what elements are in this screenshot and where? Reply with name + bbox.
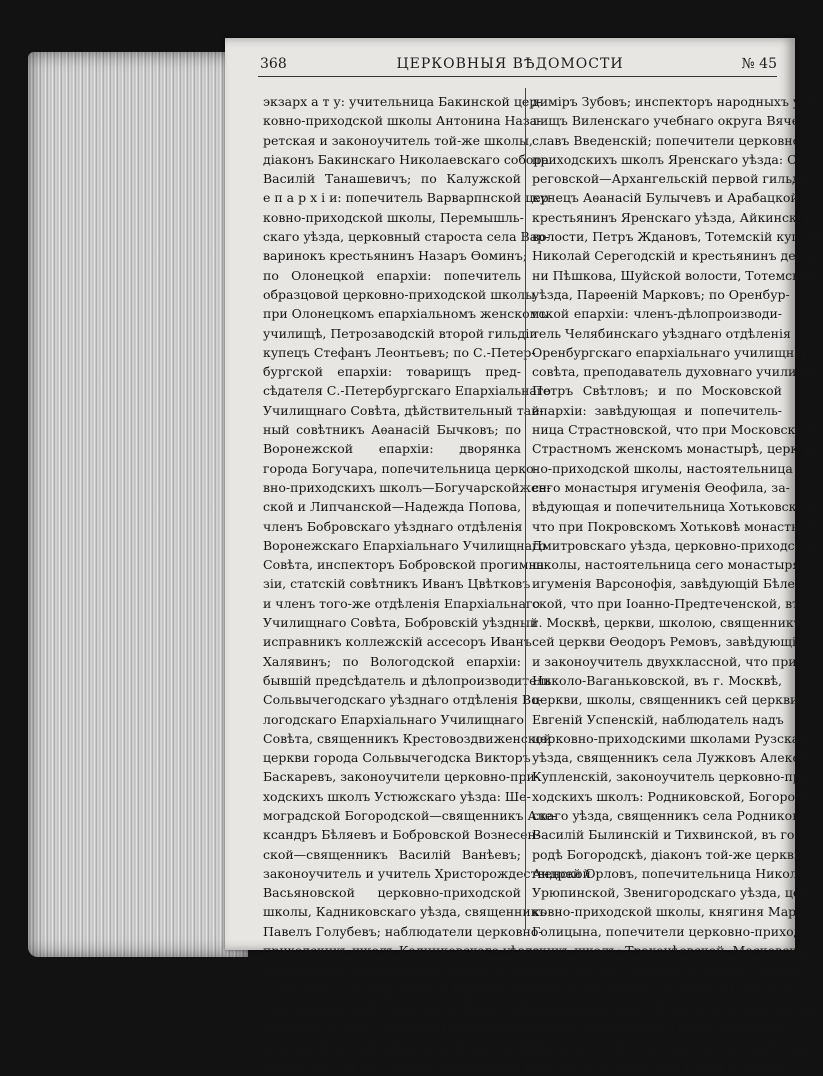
- text-line: варинокъ крестьянинъ Назаръ Ѳоминъ;: [263, 248, 528, 264]
- text-line: Звенигородскаго уѣзда, потомственный по-: [532, 1000, 821, 1016]
- text-line: купецъ Стефанъ Леонтьевъ; по С.-Петер-: [263, 344, 536, 360]
- text-line: ской, что при Іоанно-Предтеченской, въ: [532, 595, 801, 611]
- text-line: Воронежскаго Епархіальнаго Училищнаго: [263, 537, 547, 553]
- text-line: ской Вотчинской—Аристархъ Левитскій;: [263, 1000, 535, 1016]
- text-line: вѣдующая и попечительница Хотьковской,: [532, 499, 817, 515]
- text-line: приходскихъ школъ Кадниковскаго уѣзда,: [263, 943, 544, 959]
- text-line: Павелъ Голубевъ; наблюдатели церковно-: [263, 923, 543, 939]
- text-line: е п а р х і и: попечитель Варварпнской цер-: [263, 190, 553, 206]
- text-line: Николай Серегодскій и крестьянинъ дерев-: [532, 248, 823, 264]
- text-line: церковно-приходскими школами Рузскаго: [532, 730, 814, 746]
- text-line: г. Москвѣ, церкви, школою, священникъ: [532, 615, 802, 631]
- text-line: Андрей Орловъ, попечительница Никол-: [532, 865, 802, 881]
- text-line: реговской—Архангельскій первой гильдіи: [532, 171, 813, 187]
- text-line: ни Пѣшкова, Шуйской волости, Тотемскаго: [532, 267, 822, 283]
- text-line: Василій Былинскій и Тихвинской, въ го-: [532, 827, 799, 843]
- text-line: ходскихъ школъ: Родниковской, Богород-: [532, 788, 807, 804]
- text-line: Голицына, попечители церковно-приход-: [532, 923, 806, 939]
- page-number: 368: [260, 56, 287, 72]
- text-line: бургской епархіи: товарищъ пред-: [263, 364, 521, 380]
- running-title: ЦЕРКОВНЫЯ ВѢДОМОСТИ: [396, 56, 624, 72]
- text-line: Московской Воскресенской, что въ Таган-: [532, 1039, 813, 1055]
- text-line: Купленскій, законоучитель церковно-при-: [532, 769, 814, 785]
- text-line: образцовой церковно-приходской школы: [263, 286, 536, 302]
- text-line: священники церквей: Николаевской Ембов-: [263, 962, 556, 978]
- book-page-edges: [28, 52, 248, 957]
- text-line: скихъ школъ: Трахонѣевской, Московскаго: [532, 943, 819, 959]
- text-line: епархіи: завѣдующая и попечитель-: [532, 402, 782, 418]
- text-line: при Олонецкомъ епархіальномъ женскомъ: [263, 306, 548, 322]
- text-line: Урюпинской, Звенигородскаго уѣзда, цер-: [532, 885, 813, 901]
- text-line: новской церковно-приходской школы, Кад-: [263, 1039, 550, 1055]
- text-line: по Олонецкой епархіи: попечитель: [263, 267, 521, 283]
- text-line: членъ Бобровскаго уѣзднаго отдѣленія: [263, 518, 523, 534]
- text-line: Халявинъ; по Вологодской епархіи:: [263, 653, 521, 669]
- text-line: логодскаго Епархіальнаго Училищнаго: [263, 711, 524, 727]
- text-line: Училищнаго Совѣта, дѣйствительный тай-: [263, 402, 544, 418]
- text-line: волости, Петръ Ждановъ, Тотемскій купецъ: [532, 229, 823, 245]
- text-line: ходскихъ школъ Устюжскаго уѣзда: Ше-: [263, 788, 531, 804]
- text-column-left: [263, 92, 591, 1076]
- text-line: скаго уѣзда, священникъ села Родниковъ: [532, 807, 808, 823]
- text-line: законоучитель и учитель Христорождественской: [263, 865, 591, 881]
- text-line: Дмитровскаго уѣзда, церковно-приходской: [532, 537, 819, 553]
- text-line: ковно-приходской школы Антонина Наза-: [263, 113, 542, 129]
- text-line: Петръ Свѣтловъ; и по Московской: [532, 383, 782, 399]
- text-line: Сольвычегодскаго уѣзднаго отдѣленія Во-: [263, 692, 543, 708]
- text-line: тель Челябинскаго уѣзднаго отдѣленія: [532, 325, 791, 341]
- text-line: что при Покровскомъ Хотьковѣ монастырѣ,: [532, 518, 821, 534]
- text-line: Совѣта, инспекторъ Бобровской прогимна-: [263, 557, 549, 573]
- text-line: училищѣ, Петрозаводскій второй гильдіи: [263, 325, 538, 341]
- text-line: діаконъ Бакинскаго Николаевскаго собора: [263, 151, 549, 167]
- text-line: школы, Кадниковскаго уѣзда, священникъ: [263, 904, 547, 920]
- text-line: ской и Липчанской—Надежда Попова,: [263, 499, 522, 515]
- text-line: приходскихъ школъ Яренскаго уѣзда: Се-: [532, 151, 809, 167]
- text-line: никовскаго уѣзда, земскій начальникъ Вла-: [263, 1058, 554, 1074]
- text-line: скаго уѣзда, церковный староста села Вар-: [263, 229, 550, 245]
- text-line: но-приходской школы, настоятельница: [532, 460, 793, 476]
- text-line: города Богучара, попечительница церко-: [263, 460, 538, 476]
- text-line: ретская и законоучитель той-же школы,: [263, 132, 533, 148]
- text-line: вно-приходскихъ школъ—Богучарскойжен-: [263, 479, 551, 495]
- text-line: Васьяновской церковно-приходской: [263, 885, 521, 901]
- text-line: исправникъ коллежскій ассесоръ Иванъ: [263, 634, 532, 650]
- text-line: и законоучитель двухклассной, что при: [532, 653, 797, 669]
- text-line: сѣдателя С.-Петербургскаго Епархіальнаго: [263, 383, 551, 399]
- text-line: кѣ, Московскій второй гильдіи купецъ: [532, 1058, 786, 1074]
- text-line: ковно-приходской школы, княгиня Марія: [532, 904, 809, 920]
- text-line: зіи, статскій совѣтникъ Иванъ Цвѣтковъ: [263, 576, 531, 592]
- text-line: крестьянинъ Яренскаго уѣзда, Айкинской: [532, 209, 813, 225]
- text-line: Евгеній Успенскій, наблюдатель надъ: [532, 711, 784, 727]
- text-line: Страстномъ женскомъ монастырѣ, церков-: [532, 441, 817, 457]
- text-line: ковно-приходской школы, Перемышль-: [263, 209, 524, 225]
- text-line: ской—Викторъ Образцовъ и Преображен-: [263, 981, 542, 997]
- text-column-right: [532, 92, 823, 1076]
- text-line: лищъ Виленскаго учебнаго округа Вяче-: [532, 113, 804, 129]
- text-line: сего монастыря игуменія Ѳеофила, за-: [532, 479, 790, 495]
- text-line: Николо-Ваганьковской, въ г. Москвѣ,: [532, 672, 782, 688]
- text-line: церкви, школы, священникъ сей церкви: [532, 692, 799, 708]
- text-line: школы, настоятельница сего монастыря: [532, 557, 801, 573]
- text-line: игуменія Варсонофія, завѣдующій Бѣлев-: [532, 576, 807, 592]
- header-rule: [258, 76, 777, 77]
- text-line: купецъ Аѳанасій Булычевъ и Арабацкой—: [532, 190, 812, 206]
- text-line: Баскаревъ, законоучители церковно-при-: [263, 769, 539, 785]
- text-line: ксандръ Бѣляевъ и Бобровской Вознесен-: [263, 827, 541, 843]
- text-line: Училищнаго Совѣта, Бобровскій уѣздный: [263, 615, 539, 631]
- text-line: славъ Введенскій; попечители церковно-: [532, 132, 805, 148]
- column-divider: [525, 88, 526, 930]
- text-line: ный совѣтникъ Аѳанасій Бычковъ; по: [263, 422, 521, 438]
- text-line: ница Страстновской, что при Московскомъ: [532, 422, 821, 438]
- text-line: гской епархіи: членъ-дѣлопроизводи-: [532, 306, 782, 322]
- issue-number: № 45: [741, 56, 777, 72]
- text-line: родѣ Богородскѣ, діаконъ той-же церкви: [532, 846, 803, 862]
- text-line: церкви города Сольвычегодска Викторъ: [263, 750, 531, 766]
- text-line: экзарх а т у: учительница Бакинской цер-: [263, 94, 542, 109]
- text-line: сей церкви Ѳеодоръ Ремовъ, завѣдующій: [532, 634, 805, 650]
- text-line: и членъ того-же отдѣленія Епархіальнаго: [263, 595, 540, 611]
- text-line: уѣзда, потомственный почетный гражда-: [532, 962, 806, 978]
- text-line: совѣта, преподаватель духовнаго училища: [532, 364, 816, 380]
- text-line: нинъ Константинъ Осиповъ, Иславской,: [532, 981, 800, 997]
- text-line: Совѣта, священникъ Крестовоздвиженской: [263, 730, 552, 746]
- book-page: [225, 38, 823, 1074]
- text-line: уѣзда, Парѳеній Марковъ; по Оренбур-: [532, 286, 790, 302]
- text-line: Оренбургскаго епархіальнаго училищнаго: [532, 344, 816, 360]
- text-line: попечитель Христорождественской Васья-: [263, 1020, 547, 1036]
- text-line: четный гражданинъ Иванъ Алексѣевъ,: [532, 1020, 790, 1036]
- text-line: бывшій предсѣдатель и дѣлопроизводитель: [263, 672, 552, 688]
- text-line: Воронежской епархіи: дворянка: [263, 441, 521, 457]
- text-line: ской—священникъ Василій Ванѣевъ;: [263, 846, 521, 862]
- text-line: уѣзда, священникъ села Лужковъ Алексій: [532, 750, 812, 766]
- text-line: Василій Танашевичъ; по Калужской: [263, 171, 521, 187]
- text-line: моградской Богородской—священникъ Але-: [263, 807, 557, 823]
- text-line: диміръ Зубовъ; инспекторъ народныхъ учи-: [532, 94, 822, 109]
